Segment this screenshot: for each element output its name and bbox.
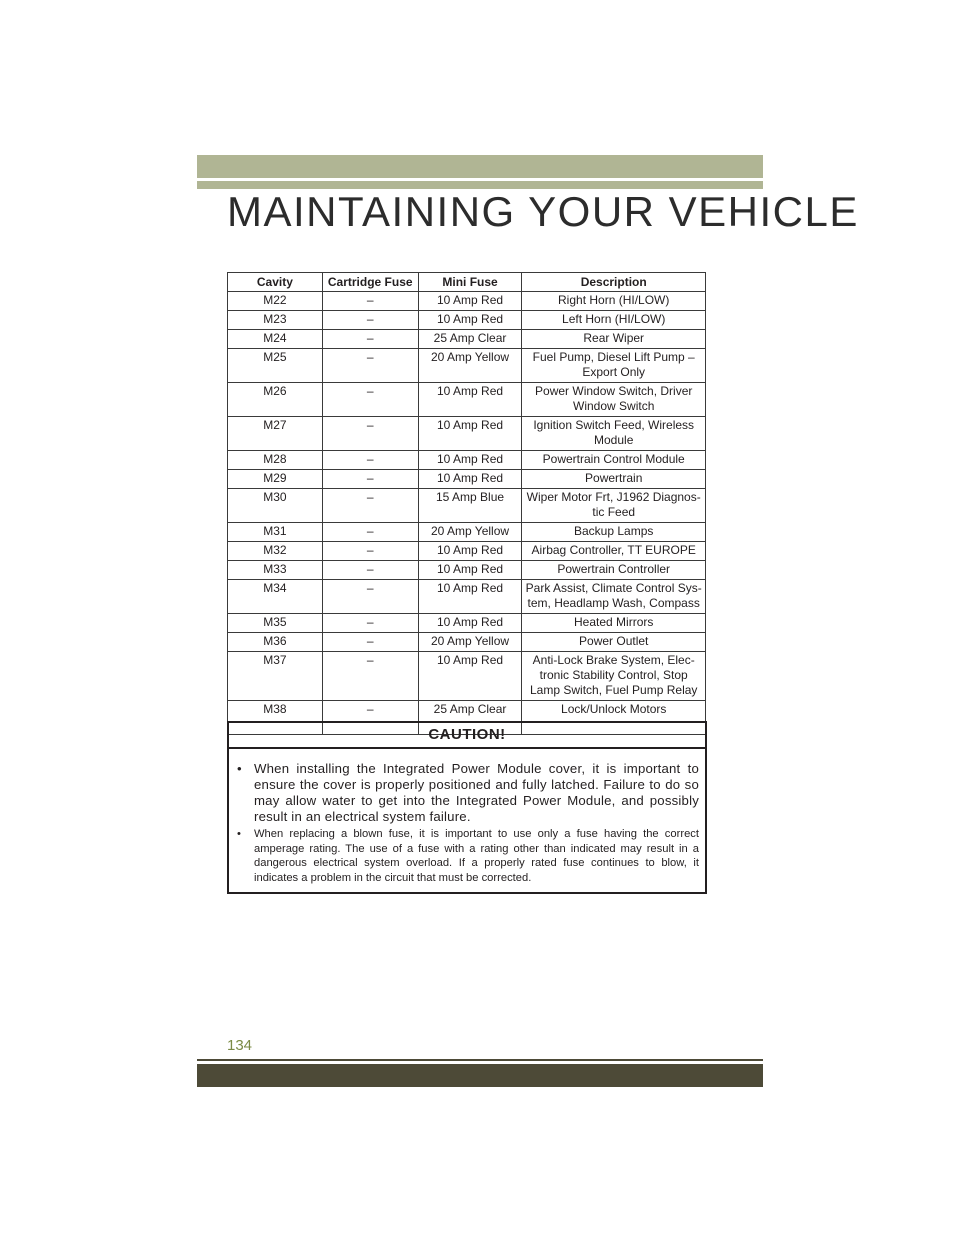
- column-header-cartridge-fuse: Cartridge Fuse: [322, 273, 418, 292]
- footer-rule: [197, 1059, 763, 1061]
- description-line: Airbag Controller, TT EUROPE: [531, 543, 696, 557]
- table-row: [228, 292, 706, 311]
- cell-description: [522, 580, 706, 614]
- cell-mini-fuse: 20 Amp Yellow: [418, 633, 522, 652]
- cell-cavity: M27: [228, 417, 323, 451]
- caution-box: [227, 721, 707, 894]
- table-header-row: [228, 273, 706, 292]
- table-row: [228, 383, 706, 417]
- description-line: Export Only: [582, 365, 646, 379]
- fuse-table: [227, 272, 706, 735]
- cell-mini-fuse: 10 Amp Red: [418, 542, 522, 561]
- description-line: Wiper Motor Frt, J1962 Diagnos-: [526, 490, 701, 504]
- table-row: [228, 489, 706, 523]
- cell-description: [522, 652, 706, 701]
- cell-cartridge-fuse: –: [322, 292, 418, 311]
- cell-cavity: M29: [228, 470, 323, 489]
- cell-cartridge-fuse: –: [322, 580, 418, 614]
- table-row: [228, 451, 706, 470]
- cell-cavity: M28: [228, 451, 323, 470]
- table-row: [228, 580, 706, 614]
- cell-cavity: M24: [228, 330, 323, 349]
- cell-mini-fuse: 10 Amp Red: [418, 614, 522, 633]
- cell-mini-fuse: 20 Amp Yellow: [418, 349, 522, 383]
- description-line: Power Window Switch, Driver: [535, 384, 693, 398]
- cell-cartridge-fuse: –: [322, 701, 418, 735]
- cell-description: [522, 383, 706, 417]
- cell-cartridge-fuse: –: [322, 349, 418, 383]
- cell-cavity: M31: [228, 523, 323, 542]
- cell-cartridge-fuse: –: [322, 652, 418, 701]
- cell-description: [522, 542, 706, 561]
- cell-description: [522, 614, 706, 633]
- cell-cavity: M26: [228, 383, 323, 417]
- cell-mini-fuse: 10 Amp Red: [418, 383, 522, 417]
- cell-mini-fuse: 25 Amp Clear: [418, 701, 522, 735]
- header-bar: [197, 155, 763, 178]
- description-line: Window Switch: [573, 399, 655, 413]
- cell-description: [522, 523, 706, 542]
- cell-mini-fuse: 10 Amp Red: [418, 451, 522, 470]
- fuse-table-body: [228, 292, 706, 735]
- cell-cartridge-fuse: –: [322, 417, 418, 451]
- cell-cartridge-fuse: –: [322, 633, 418, 652]
- cell-cavity: M30: [228, 489, 323, 523]
- cell-description: [522, 489, 706, 523]
- description-line: Right Horn (HI/LOW): [558, 293, 670, 307]
- cell-cartridge-fuse: –: [322, 451, 418, 470]
- cell-mini-fuse: 10 Amp Red: [418, 417, 522, 451]
- description-line: Powertrain Control Module: [542, 452, 685, 466]
- table-row: [228, 542, 706, 561]
- cell-mini-fuse: 10 Amp Red: [418, 311, 522, 330]
- column-header-mini-fuse: Mini Fuse: [418, 273, 522, 292]
- description-line: Rear Wiper: [583, 331, 645, 345]
- cell-cavity: M23: [228, 311, 323, 330]
- cell-mini-fuse: 10 Amp Red: [418, 561, 522, 580]
- cell-cartridge-fuse: –: [322, 311, 418, 330]
- section-title: MAINTAINING YOUR VEHICLE: [227, 188, 859, 235]
- caution-item-text: When installing the Integrated Power Module cover, it is important to ensure the cover is properly positioned and fully latched. Failure to do so may allow water to get into the Integrated Power Module, and possibly result in an electrical system failure.: [254, 761, 699, 824]
- description-line: Anti-Lock Brake System, Elec-: [532, 653, 695, 667]
- page-number: 134: [227, 1037, 253, 1054]
- table-row: [228, 633, 706, 652]
- description-line: Ignition Switch Feed, Wireless: [533, 418, 695, 432]
- footer-bar: [197, 1064, 763, 1087]
- bullet: •: [237, 761, 242, 776]
- cell-cartridge-fuse: –: [322, 383, 418, 417]
- cell-mini-fuse: 10 Amp Red: [418, 292, 522, 311]
- bullet: •: [237, 828, 241, 840]
- cell-mini-fuse: 15 Amp Blue: [418, 489, 522, 523]
- description-line: Powertrain: [585, 471, 643, 485]
- cell-cartridge-fuse: –: [322, 489, 418, 523]
- description-line: Heated Mirrors: [574, 615, 654, 629]
- description-line: Lock/Unlock Motors: [561, 702, 667, 716]
- cell-description: [522, 292, 706, 311]
- cell-description: [522, 633, 706, 652]
- table-row: [228, 652, 706, 701]
- cell-mini-fuse: 10 Amp Red: [418, 580, 522, 614]
- cell-cavity: M37: [228, 652, 323, 701]
- description-line: Backup Lamps: [574, 524, 654, 538]
- description-line: Lamp Switch, Fuel Pump Relay: [530, 683, 698, 697]
- cell-cavity: M33: [228, 561, 323, 580]
- caution-item: [237, 827, 699, 885]
- cell-description: [522, 417, 706, 451]
- table-row: [228, 417, 706, 451]
- cell-cavity: M36: [228, 633, 323, 652]
- description-line: Powertrain Controller: [557, 562, 671, 576]
- cell-cartridge-fuse: –: [322, 561, 418, 580]
- cell-cavity: M38: [228, 701, 323, 735]
- table-row: [228, 523, 706, 542]
- table-row: [228, 330, 706, 349]
- cell-cavity: M34: [228, 580, 323, 614]
- description-line: Power Outlet: [579, 634, 649, 648]
- cell-description: [522, 561, 706, 580]
- description-line: Fuel Pump, Diesel Lift Pump –: [532, 350, 695, 364]
- cell-cartridge-fuse: –: [322, 330, 418, 349]
- cell-description: [522, 451, 706, 470]
- cell-cavity: M35: [228, 614, 323, 633]
- cell-cavity: M32: [228, 542, 323, 561]
- description-line: tem, Headlamp Wash, Compass: [527, 596, 700, 610]
- column-header-description: Description: [522, 273, 706, 292]
- cell-description: [522, 470, 706, 489]
- description-line: tic Feed: [592, 505, 636, 519]
- cell-cavity: M25: [228, 349, 323, 383]
- table-row: [228, 311, 706, 330]
- cell-description: [522, 330, 706, 349]
- cell-description: [522, 311, 706, 330]
- table-row: [228, 349, 706, 383]
- caution-list: [229, 749, 705, 885]
- table-row: [228, 470, 706, 489]
- cell-cartridge-fuse: –: [322, 470, 418, 489]
- caution-item-text: When replacing a blown fuse, it is important to use only a fuse having the correct amperage rating. The use of a fuse with a rating other than indicated may result in a dangerous electrical system overload. If a properly rated fuse continues to blow, it indicates a problem in the circuit that must be corrected.: [254, 828, 699, 884]
- cell-mini-fuse: 20 Amp Yellow: [418, 523, 522, 542]
- cell-description: [522, 349, 706, 383]
- cell-mini-fuse: 10 Amp Red: [418, 652, 522, 701]
- description-line: Left Horn (HI/LOW): [562, 312, 666, 326]
- cell-cartridge-fuse: –: [322, 542, 418, 561]
- cell-cavity: M22: [228, 292, 323, 311]
- description-line: Park Assist, Climate Control Sys-: [525, 581, 702, 595]
- column-header-cavity: Cavity: [228, 273, 323, 292]
- caution-title: CAUTION!: [229, 723, 705, 749]
- description-line: Module: [594, 433, 634, 447]
- cell-cartridge-fuse: –: [322, 614, 418, 633]
- table-row: [228, 561, 706, 580]
- cell-mini-fuse: 25 Amp Clear: [418, 330, 522, 349]
- description-line: tronic Stability Control, Stop: [539, 668, 688, 682]
- cell-mini-fuse: 10 Amp Red: [418, 470, 522, 489]
- cell-cartridge-fuse: –: [322, 523, 418, 542]
- caution-item: [237, 761, 699, 825]
- table-row: [228, 614, 706, 633]
